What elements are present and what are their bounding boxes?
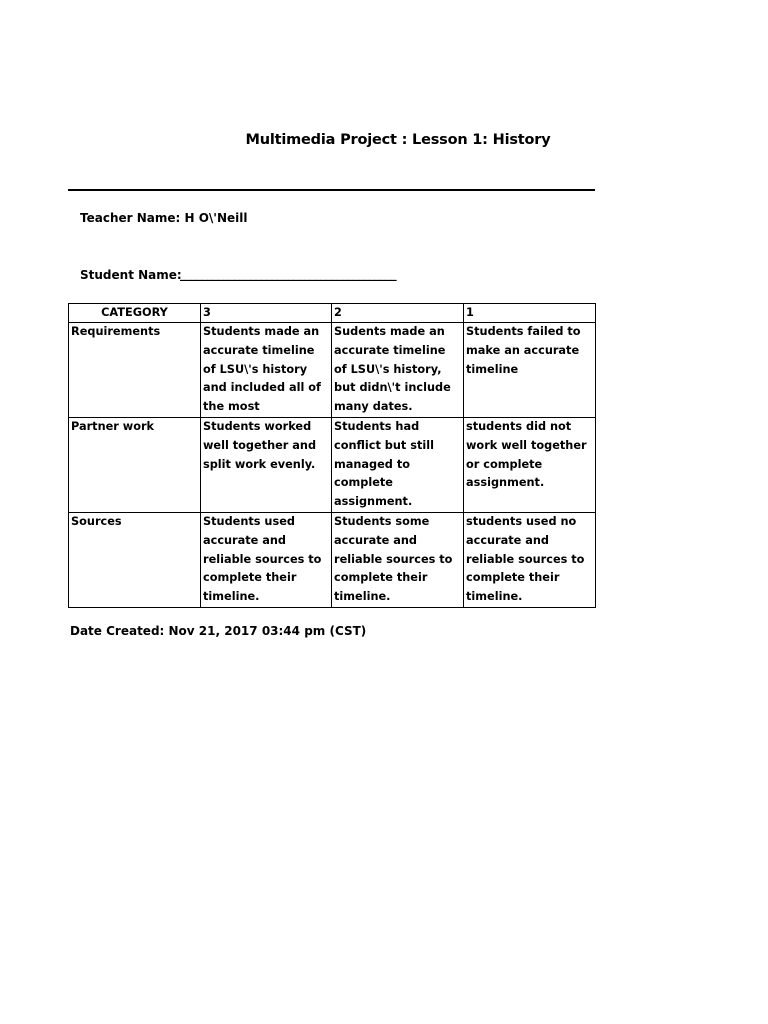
rubric-row-sources (69, 513, 596, 608)
student-name-label: Student Name: (80, 268, 182, 282)
cell-text: Students used accurate and reliable sources to complete their timeline. (203, 515, 322, 604)
row-cell-score-2 (332, 323, 464, 418)
rubric-row-partner-work (69, 418, 596, 513)
row-category: Requirements (69, 323, 201, 418)
row-cell-score-2 (332, 513, 464, 608)
row-category: Sources (69, 513, 201, 608)
rubric-header-row (69, 304, 596, 323)
cell-text: Sudents made an accurate timeline of LSU\'s history, but didn\'t include many dates. (334, 325, 451, 414)
row-cell-score-1 (464, 418, 596, 513)
row-cell-score-1 (464, 323, 596, 418)
cell-text: Students worked well together and split work evenly. (203, 420, 317, 471)
row-cell-score-3 (201, 418, 332, 513)
header-score-2: 2 (332, 304, 464, 323)
cell-text: students did not work well together or complete assignment. (466, 420, 587, 490)
header-score-3: 3 (201, 304, 332, 323)
student-name-blank: ________________________________________ (180, 267, 397, 281)
row-cell-score-1 (464, 513, 596, 608)
date-created: Date Created: Nov 21, 2017 03:44 pm (CST) (70, 624, 367, 638)
title-divider (68, 189, 595, 191)
row-cell-score-3 (201, 323, 332, 418)
cell-text: Students had conflict but still managed to complete assignment. (334, 420, 434, 509)
rubric-table (68, 303, 596, 608)
header-category: CATEGORY (69, 304, 201, 323)
page-title: Multimedia Project : Lesson 1: History (245, 132, 551, 148)
cell-text: Students failed to make an accurate timeline (466, 325, 581, 376)
teacher-name: Teacher Name: H O\'Neill (80, 211, 248, 225)
row-cell-score-3 (201, 513, 332, 608)
cell-text: Students some accurate and reliable sources to complete their timeline. (334, 515, 453, 604)
row-category: Partner work (69, 418, 201, 513)
row-cell-score-2 (332, 418, 464, 513)
rubric-row-requirements (69, 323, 596, 418)
cell-text: students used no accurate and reliable sources to complete their timeline. (466, 515, 585, 604)
cell-text: Students made an accurate timeline of LSU\'s history and included all of the most (203, 325, 321, 414)
header-score-1: 1 (464, 304, 596, 323)
